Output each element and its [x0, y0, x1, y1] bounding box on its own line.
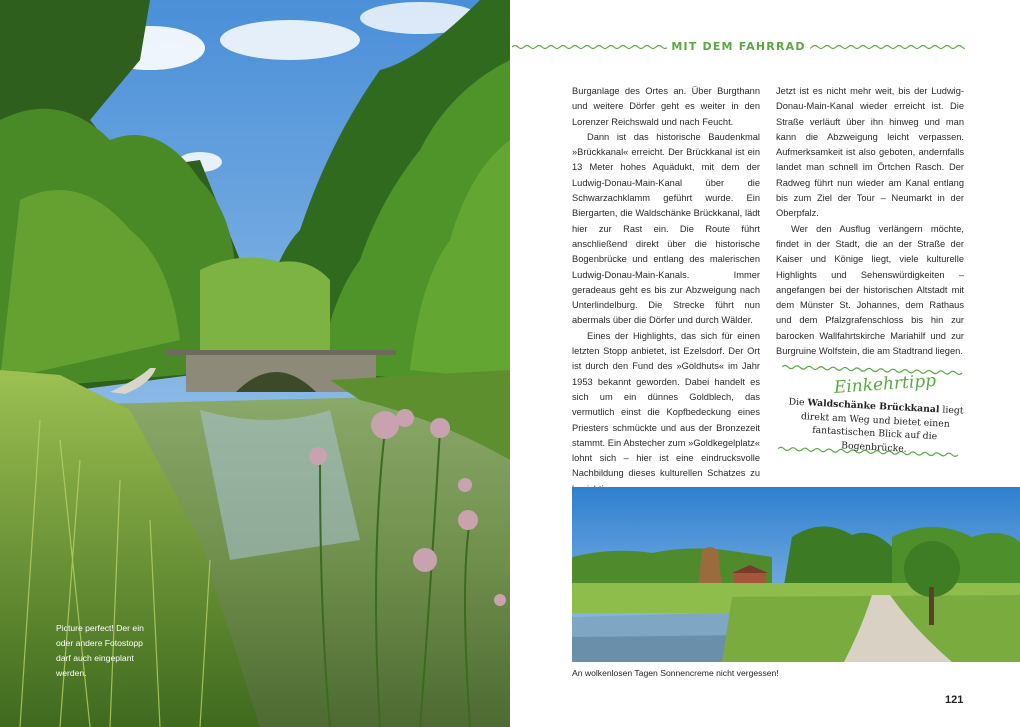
tip-text-bold: Waldschänke Brückkanal	[807, 397, 940, 416]
paragraph: Wer den Ausflug verlängern möchte, findet in der Stadt, die an der Straße der Kaiser und Könige liegt, viele kulturelle Highlights und Sehenswürdigkeiten – angefangen bei der historischen Altstadt mit dem Münster St. Johannes, dem Rathaus und dem Pfalzgrafenschloss bis hin zur barocken Wallfahrtskirche Mariahilf und zur Burgruine Wolfstein, die am Stadtrand liegen.	[776, 223, 964, 357]
text-column-2	[776, 84, 964, 359]
section-title: MIT DEM FAHRRAD	[667, 40, 809, 53]
paragraph: Burganlage des Ortes an. Über Burgthann und weitere Dörfer geht es weiter in den Lorenzer Reichswald und nach Feucht.	[572, 86, 760, 127]
caption-bottom: An wolkenlosen Tagen Sonnencreme nicht vergessen!	[572, 668, 779, 678]
tip-box	[778, 364, 968, 466]
tip-text	[779, 395, 972, 459]
tip-text-end: liegt direkt am Weg und bietet einen fantastischen Blick auf die Bogenbrücke.	[800, 404, 964, 455]
paragraph: Dann ist das historische Baudenkmal »Brückkanal« erreicht. Der Brückkanal ist ein 13 Meter hohes Aquädukt, mit dem der Ludwig-Donau-Main-Kanal über die Schwarzachklamm geführt wurde. Ein Biergarten, die Waldschänke Brückkanal, lädt hier zur Rast ein. Die Route führt anschließend direkt über die historische Bogenbrücke und entlang des malerischen Ludwig-Donau-Main-Kanals. Immer geradeaus geht es bis zur Abzweigung nach Unterlindelburg. Die Strecke führt nun abermals über die Dörfer und durch Wälder.	[572, 131, 760, 326]
paragraph: Jetzt ist es nicht mehr weit, bis der Ludwig-Donau-Main-Kanal wieder erreicht ist. Die Straße verläuft über ihn hinweg und man kann die Abzweigung leicht verpassen. Aufmerksamkeit ist also geboten, andernfalls landet man schnell im Örtchen Rasch. Der Radweg führt nun wieder am Kanal entlang bis zum Ziel der Tour – Neumarkt in der Oberpfalz.	[776, 86, 964, 219]
section-header	[512, 38, 965, 56]
tip-text-start: Die	[788, 396, 808, 409]
paragraph: Eines der Highlights, das sich für einen letzten Stopp anbietet, ist Ezelsdorf. Der Ort ist durch den Fund des »Goldhuts« im Jahr 1953 bekannt geworden. Dabei handelt es sich um ein dünnes Goldblech, das vermutlich einst die Kopfbedeckung eines Priesters schmückte und aus der Bronzezeit stammt. Ein Abstecher zum »Goldkegelplatz« lohnt sich – hier ist eine eindrucksvolle Nachbildung dieses kulturellen Schatzes zu	[572, 330, 760, 479]
tip-title: Einkehrtipp	[833, 370, 937, 398]
text-column-1	[572, 84, 760, 497]
landscape-photo	[572, 487, 1020, 662]
page-number: 121	[945, 694, 964, 706]
caption-left: Picture perfect! Der ein oder andere Fotostopp darf auch eingeplant werden.	[56, 623, 144, 678]
